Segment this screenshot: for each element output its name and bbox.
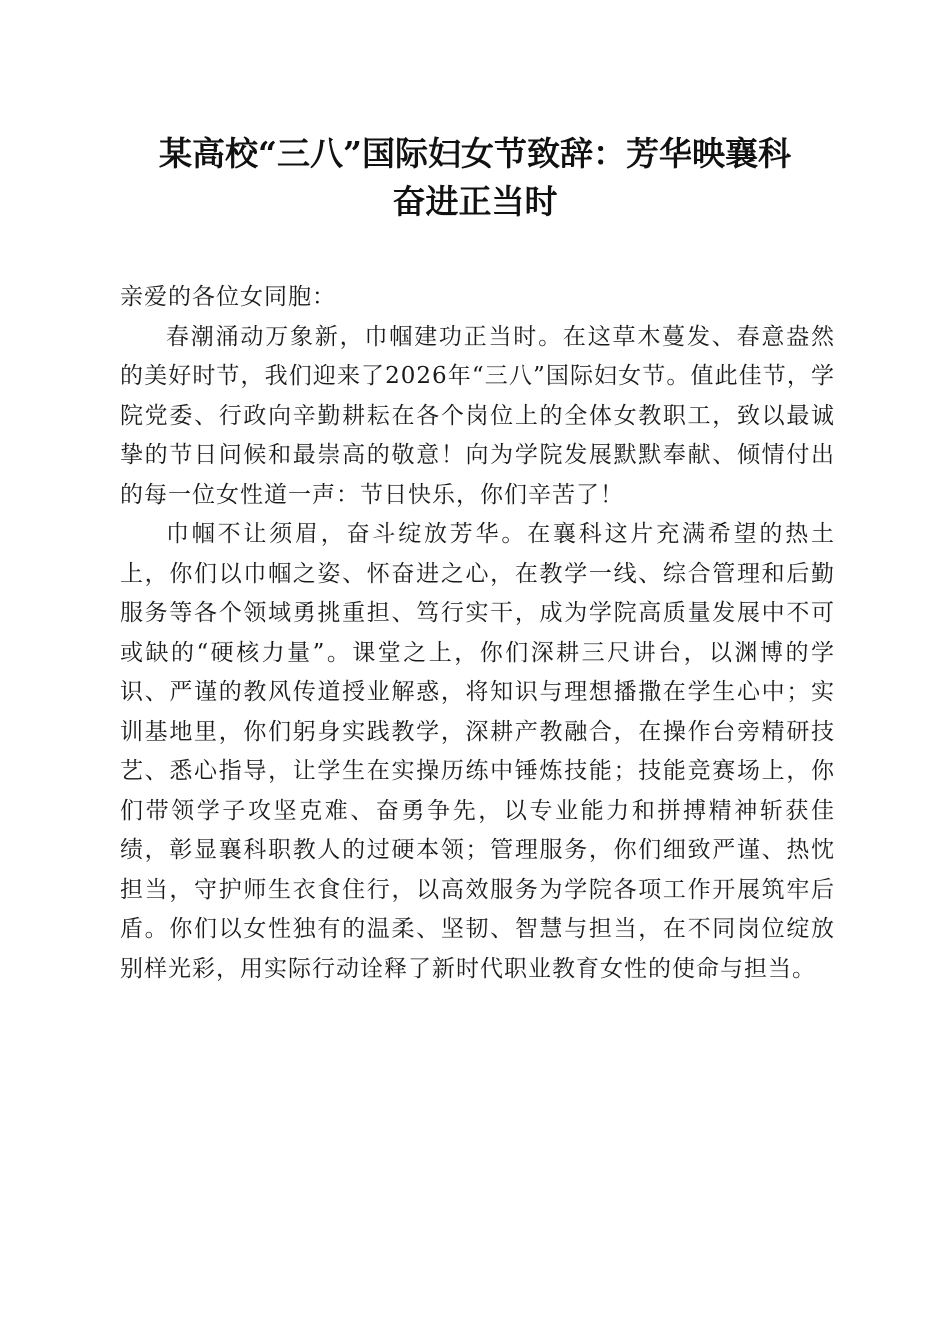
title-line-2: 奋进正当时 (392, 182, 558, 221)
paragraph-1: 春潮涌动万象新，巾帼建功正当时。在这草木蔓发、春意盎然的美好时节，我们迎来了2026年“三八”国际妇女节。值此佳节，学院党委、行政向辛勤耕耘在各个岗位上的全体女教职工，致以最诚挚的节日问候和最崇高的敬意！向为学院发展默默奉献、倾情付出的每一位女性道一声：节日快乐，你们辛苦了！ (120, 323, 835, 508)
salutation: 亲爱的各位女同胞： (120, 284, 336, 310)
title-line-1: 某高校“三八”国际妇女节致辞：芳华映襄科 (159, 134, 791, 173)
document-title (100, 130, 850, 226)
document-body (120, 278, 835, 989)
paragraph-2: 巾帼不让须眉，奋斗绽放芳华。在襄科这片充满希望的热土上，你们以巾帼之姿、怀奋进之心，在教学一线、综合管理和后勤服务等各个领域勇挑重担、笃行实干，成为学院高质量发展中不可或缺的“硬核力量”。课堂之上，你们深耕三尺讲台，以渊博的学识、严谨的教风传道授业解惑，将知识与理想播撒在学生心中；实训基地里，你们躬身实践教学，深耕产教融合，在操作台旁精研技艺、悉心指导，让学生在实操历练中锤炼技能；技能竞赛场上，你们带领学子攻坚克难、奋勇争先，以专业能力和拼搏精神斩获佳绩，彰显襄科职教人的过硬本领；管理服务，你们细致严谨、热忱担当，守护师生衣食住行，以高效服务为学院各项工作开展筑牢后盾。你们以女性独有的温柔、坚韧、智慧与担当，在不同岗位绽放别样光彩，用实际行动诠释了新时代职业教育女性的使命与担当。 (120, 521, 835, 982)
